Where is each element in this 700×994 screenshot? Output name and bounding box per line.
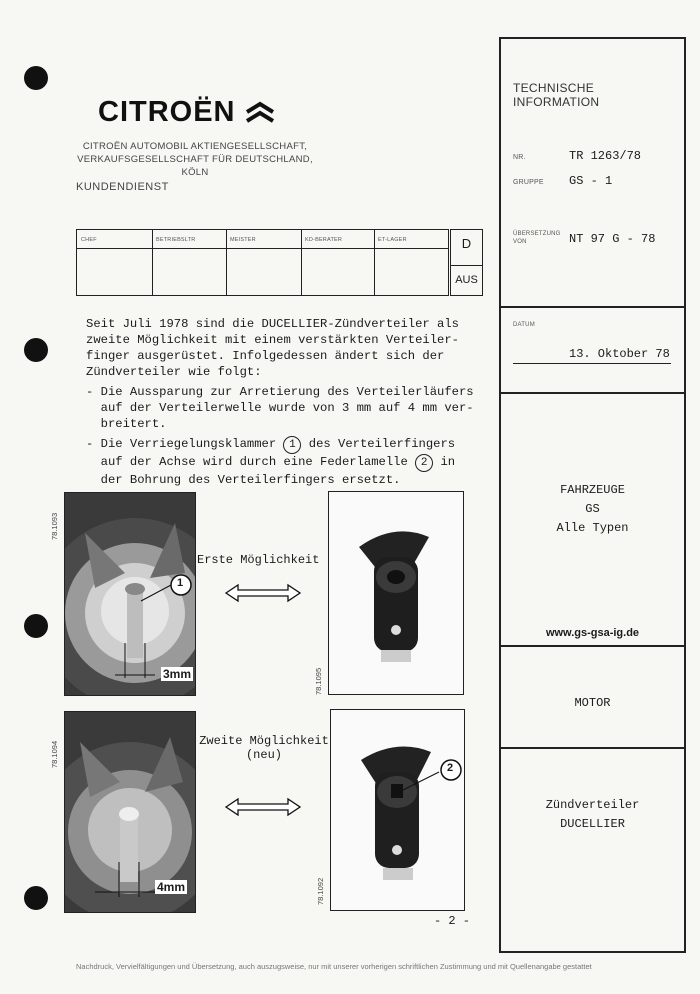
binder-hole xyxy=(24,66,48,90)
figure-ref: 78.1094 xyxy=(50,740,59,768)
photo-rotor-old xyxy=(328,491,464,695)
datum-value: 13. Oktober 78 xyxy=(569,347,670,361)
double-arrow-icon xyxy=(224,797,302,817)
callout-1: 1 xyxy=(177,577,184,589)
routing-col-meister: MEISTER xyxy=(230,237,256,243)
nr-label: NR. xyxy=(513,154,526,161)
binder-hole xyxy=(24,614,48,638)
photo-shaft-3mm xyxy=(64,492,196,696)
caption-zweite: Zweite Möglichkeit (neu) xyxy=(199,734,329,762)
nr-value: TR 1263/78 xyxy=(569,149,642,163)
footer-copyright: Nachdruck, Vervielfältigungen und Übersetzung, auch auszugsweise, nur mit unserer vorherigen schriftlichen Zustimmung und mit Quellenangabe gestattet xyxy=(76,962,592,971)
dimension-4mm: 4mm xyxy=(157,880,186,894)
info-panel xyxy=(499,37,686,953)
photo-rotor-new xyxy=(330,709,465,911)
binder-hole xyxy=(24,886,48,910)
page-number: - 2 - xyxy=(434,914,471,928)
language-box: D AUS xyxy=(450,229,483,296)
company-name: CITROËN AUTOMOBIL AKTIENGESELLSCHAFT, VERKAUFSGESELLSCHAFT FÜR DEUTSCHLAND, KÖLN xyxy=(77,141,313,178)
department: KUNDENDIENST xyxy=(76,181,169,193)
citroen-logo: CITROËN xyxy=(98,96,275,129)
uebersetzung-label: ÜBERSETZUNG VON xyxy=(513,231,561,245)
body-text: Seit Juli 1978 sind die DUCELLIER-Zündverteiler als zweite Möglichkeit mit einem verstärkten Verteiler- finger ausgerüstet. Infolgedessen ändert sich der Zündverteiler wie folgt: - Die Aussparung zur Arretierung des Verteilerläufers auf der Verteilerwelle wurde von 3 mm auf 4 mm ver- breitert. - Die Verriegelungsklammer 1 des Verteilerfingers auf der Achse wird durch eine Federlamelle 2 in der Bohrung des Verteilerfingers ersetzt. xyxy=(86,317,474,487)
routing-col-chef: CHEF xyxy=(81,237,97,243)
subject-block: Zündverteiler DUCELLIER xyxy=(545,798,640,831)
motor-label: MOTOR xyxy=(574,696,611,710)
figure-ref: 78.1093 xyxy=(50,512,59,540)
fahrzeuge-block: FAHRZEUGE GS Alle Typen xyxy=(556,483,629,535)
figure-ref: 78.1092 xyxy=(316,877,325,905)
routing-col-et-lager: ET-LAGER xyxy=(378,237,407,243)
photo-shaft-4mm xyxy=(64,711,196,913)
routing-table xyxy=(76,229,449,296)
dimension-3mm: 3mm xyxy=(163,667,192,681)
gruppe-value: GS - 1 xyxy=(569,174,613,188)
routing-col-kd-berater: KD-BERATER xyxy=(305,237,343,243)
website-link[interactable]: www.gs-gsa-ig.de xyxy=(545,627,640,639)
caption-erste: Erste Möglichkeit xyxy=(197,553,320,567)
double-chevron-icon xyxy=(245,101,275,123)
double-arrow-icon xyxy=(224,583,302,603)
binder-hole xyxy=(24,338,48,362)
callout-2: 2 xyxy=(447,762,454,774)
figure-ref: 78.1095 xyxy=(314,667,323,695)
info-title: TECHNISCHE INFORMATION xyxy=(513,81,600,109)
gruppe-label: GRUPPE xyxy=(513,179,544,186)
uebersetzung-value: NT 97 G - 78 xyxy=(569,232,656,246)
datum-label: DATUM xyxy=(513,322,535,328)
routing-col-betriebsltr: BETRIEBSLTR xyxy=(156,237,196,243)
